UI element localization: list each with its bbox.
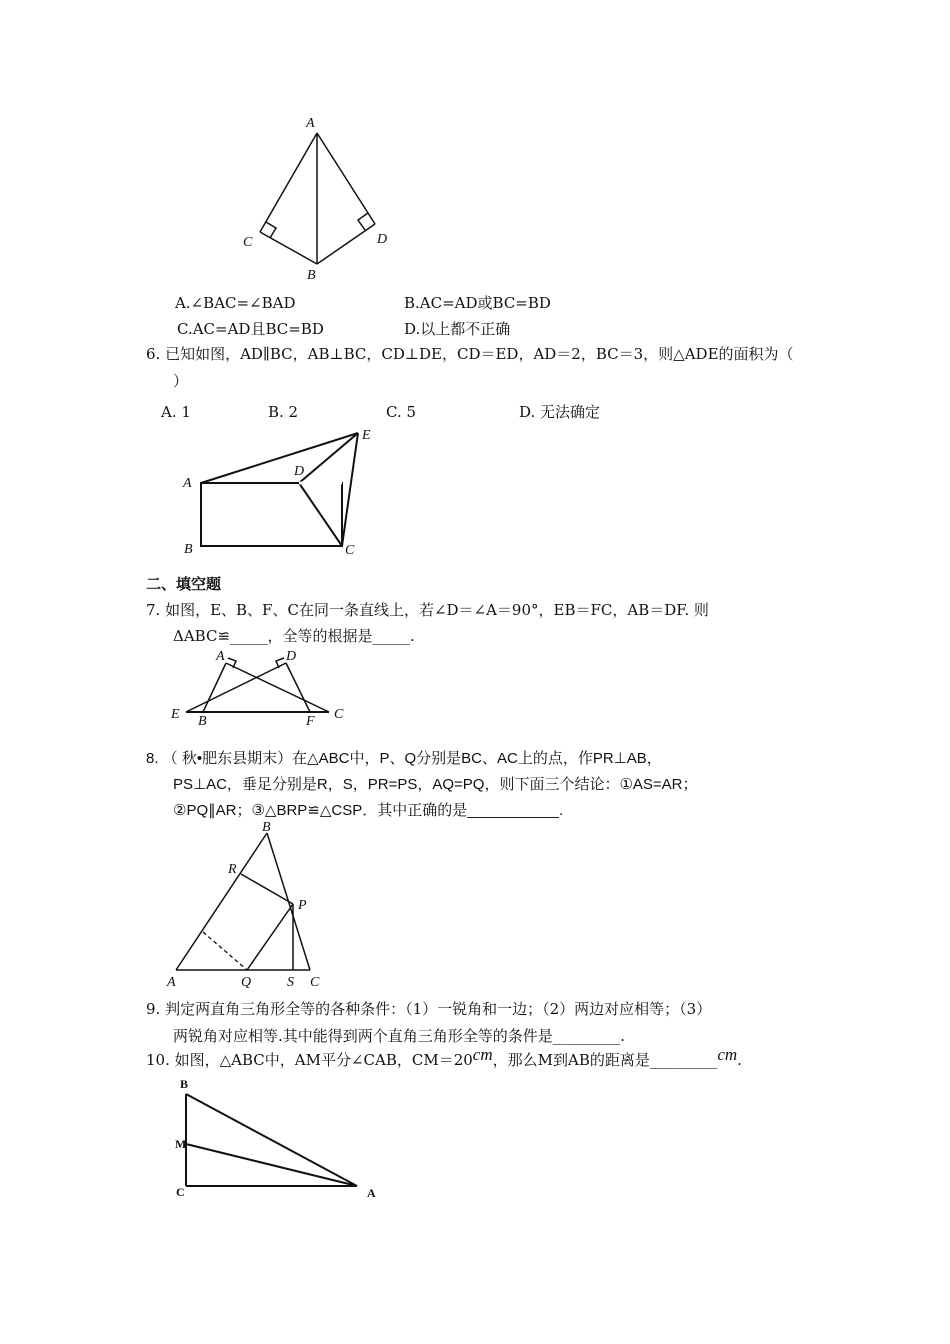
q5-diagram [243,116,387,283]
q8-label-s: S [287,975,294,990]
q8-dashed-line [203,932,247,970]
q10-diagram [175,1077,376,1200]
q9-question-line2: 两锐角对应相等.其中能得到两个直角三角形全等的条件是_________. [173,1027,626,1045]
q10-label-m: M [175,1137,187,1151]
q7-question-line2: ΔABC≌_____，全等的根据是_____. [173,627,415,645]
q8-diagram [166,820,320,990]
q10-label-a: A [367,1186,376,1200]
q10-segment-ma [186,1144,357,1186]
q5-label-b: B [307,268,316,283]
q10-end: . [737,1051,742,1069]
q7-segment-ba [203,663,226,712]
q5-label-c: C [243,235,253,250]
q6-segment-ae [201,433,358,483]
q7-question-line1: 7. 如图，E、B、F、C在同一条直线上，若∠D＝∠A＝90°，EB＝FC，AB＝DF. 则 [146,601,709,619]
q6-option-d: D. 无法确定 [519,403,601,421]
q8-label-q: Q [241,975,252,990]
q8-label-r: R [228,862,237,877]
q9-question-line1: 9. 判定两直角三角形全等的各种条件：（1）一锐角和一边；（2）两边对应相等；（3） [146,1000,712,1018]
q10-label-b: B [180,1077,189,1091]
q7-label-b: B [198,714,207,729]
q7-segment-ac [226,663,329,712]
q6-label-a: A [183,476,192,491]
q6-segment-ec [342,433,358,546]
q6-label-c: C [345,543,355,558]
q8-label-c: C [310,975,320,990]
section-title-fill-in: 二、填空题 [146,576,222,593]
q6-option-a: A. 1 [161,403,191,421]
q6-option-b: B. 2 [268,403,299,421]
q7-label-f: F [306,714,315,729]
q7-segment-ed [186,663,286,712]
q7-label-c: C [334,707,344,722]
q5-option-c: C.AC=AD且BC=BD [177,320,324,338]
q7-label-a: A [216,649,225,664]
q6-question-line2: ） [173,372,189,390]
q6-diagram [182,428,371,558]
q5-segment-ac [260,133,317,232]
q7-segment-df [286,663,310,712]
q8-label-b: B [262,820,271,835]
q6-segment-de [299,433,358,483]
q6-label-b: B [184,542,193,557]
q8-question-line2: PS⊥AC，垂足分别是R，S，PR=PS，AQ=PQ，则下面三个结论：①AS=AR； [173,776,698,793]
q5-option-a: A.∠BAC=∠BAD [175,294,296,312]
q8-label-a: A [167,975,176,990]
q10-unit-2: cm [717,1045,738,1064]
q7-label-d: D [286,649,297,664]
q8-segment-pq [247,904,293,970]
q10-segment-ba [186,1094,357,1186]
q8-label-p: P [298,898,307,913]
q10-unit-1: cm [472,1045,493,1064]
q6-label-e: E [362,428,371,443]
q6-segment-dc [299,483,342,546]
q10-text-a: 10. 如图，△ABC中，AM平分∠CAB，CM＝20 [146,1051,473,1069]
q5-option-b: B.AC=AD或BC=BD [404,294,551,312]
q6-question-line1: 6. 已知如图，AD∥BC，AB⊥BC，CD⊥DE，CD＝ED，AD＝2，BC＝3，则△ADE的面积为（ [146,345,794,363]
q5-label-d: D [377,232,388,247]
q5-segment-db [317,224,375,264]
q8-question-line1: 8. （ 秋•肥东县期末）在△ABC中，P、Q分别是BC、AC上的点，作PR⊥AB， [146,750,662,767]
q5-label-a: A [306,116,315,131]
q7-label-e: E [171,707,180,722]
q10-text-b: ，那么M到AB的距离是_________ [492,1051,718,1069]
q5-option-d: D.以上都不正确 [404,320,511,338]
q5-segment-ad [317,133,375,224]
q8-question-line3: ②PQ∥AR；③△BRP≌△CSP．其中正确的是___________. [173,802,564,819]
q8-segment-ab [176,833,267,970]
q10-label-c: C [176,1185,185,1199]
q10-question [146,1045,742,1069]
q7-diagram [170,649,344,729]
q5-segment-cb [260,232,317,264]
q6-label-d: D [294,464,305,479]
q6-option-c: C. 5 [386,403,417,421]
q5-right-angle-d [358,213,368,230]
